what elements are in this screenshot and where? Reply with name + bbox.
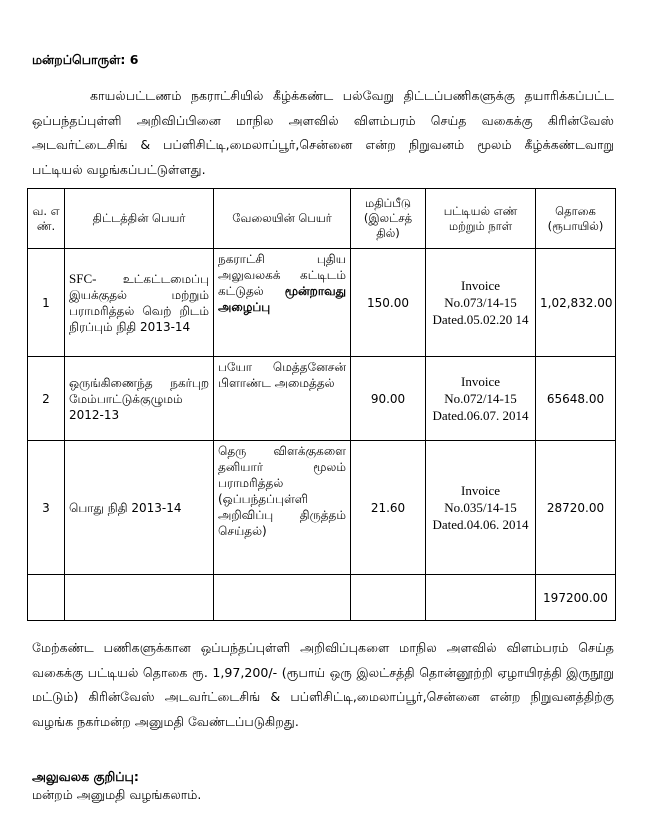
cell-invoice bbox=[426, 357, 536, 441]
agenda-item-heading: மன்றப்பொருள்: 6 bbox=[32, 52, 139, 67]
work-text: நகராட்சி புதிய அலுவலகக் கட்டிடம் கட்டுதல் bbox=[218, 252, 346, 298]
cell-estimate: 150.00 bbox=[351, 249, 426, 357]
cell-estimate: 21.60 bbox=[351, 441, 426, 575]
header-serial: வ. எ ண். bbox=[28, 189, 65, 249]
cell-estimate: 90.00 bbox=[351, 357, 426, 441]
empty-cell bbox=[426, 575, 536, 621]
header-invoice: பட்டியல் எண் மற்றும் நாள் bbox=[426, 189, 536, 249]
scheme-prefix: SFC- bbox=[69, 270, 97, 286]
empty-cell bbox=[351, 575, 426, 621]
cell-scheme: பொது நிதி 2013-14 bbox=[65, 441, 214, 575]
scheme-text: உட்கட்டமைப்பு இயக்குதல் மற்றும் பராமரித்தல் வெற் றிடம் நிரப்பும் நிதி 2013-14 bbox=[69, 271, 209, 334]
cell-amount: 1,02,832.00 bbox=[536, 249, 616, 357]
invoice-date: Dated.06.07. 2014 bbox=[432, 408, 529, 423]
empty-cell bbox=[28, 575, 65, 621]
closing-paragraph: மேற்கண்ட பணிகளுக்கான ஒப்பந்தப்புள்ளி அறிவிப்புகளை மாநில அளவில் விளம்பரம் செய்த வகைக்கு பட்டியல் தொகை ரூ. 1,97,200/- (ரூபாய் ஒரு இலட்சத்தி தொன்னூற்றி ஏழாயிரத்தி இருநூறு மட்டும்) கிரின்வேஸ் அடவர்ட்டைசிங் & பப்ளிசிட்டி,மைலாப்பூர்,சென்னை என்ற நிறுவனத்திற்கு வழங்க நகர்மன்ற அனுமதி வேண்டப்படுகிறது. bbox=[32, 640, 614, 729]
office-note-text: மன்றம் அனுமதி வழங்கலாம். bbox=[32, 787, 202, 802]
intro-paragraph: காயல்பட்டணம் நகராட்சியில் கீழ்க்கண்ட பல்வேறு திட்டப்பணிகளுக்கு தயாரிக்கப்பட்ட ஒப்பந்தப்புள்ளி அறிவிப்பினை மாநில அளவில் விளம்பரம் செய்த வகைக்கு கிரின்வேஸ் அடவர்ட்டைசிங் & பப்ளிசிட்டி,மைலாப்பூர்,சென்னை என்ற நிறுவனம் மூலம் கீழ்க்கண்டவாறு பட்டியல் வழங்கப்பட்டுள்ளது. bbox=[32, 88, 614, 177]
cell-amount: 65648.00 bbox=[536, 357, 616, 441]
invoice-date: Dated.05.02.20 14 bbox=[432, 312, 529, 327]
invoice-number: Invoice No.073/14-15 bbox=[444, 278, 517, 310]
invoice-number: Invoice No.072/14-15 bbox=[444, 374, 517, 406]
cell-work: பயோ மெத்தனேசன் பிளாண்ட அமைத்தல் bbox=[214, 357, 351, 441]
header-amount: தொகை (ரூபாயில்) bbox=[536, 189, 616, 249]
empty-cell bbox=[214, 575, 351, 621]
office-note-title: அலுவலக குறிப்பு: bbox=[32, 769, 139, 784]
invoice-date: Dated.04.06. 2014 bbox=[432, 517, 529, 532]
cell-work: தெரு விளக்குகளை தனியார் மூலம் பராமரித்தல் (ஒப்பந்தப்புள்ளி அறிவிப்பு திருத்தம் செய்தல்) bbox=[214, 441, 351, 575]
table-row bbox=[28, 357, 616, 441]
invoice-number: Invoice No.035/14-15 bbox=[444, 483, 517, 515]
table-row bbox=[28, 249, 616, 357]
header-work: வேலையின் பெயர் bbox=[214, 189, 351, 249]
cell-serial: 1 bbox=[28, 249, 65, 357]
cell-amount: 28720.00 bbox=[536, 441, 616, 575]
cell-scheme: ஒருங்கிணைந்த நகர்புற மேம்பாட்டுக்குழுமம் 2012-13 bbox=[65, 357, 214, 441]
table-row bbox=[28, 441, 616, 575]
cell-scheme bbox=[65, 249, 214, 357]
cell-invoice bbox=[426, 441, 536, 575]
empty-cell bbox=[65, 575, 214, 621]
header-estimate: மதிப்பீடு (இலட்சத் தில்) bbox=[351, 189, 426, 249]
cell-total-amount: 197200.00 bbox=[536, 575, 616, 621]
cell-invoice bbox=[426, 249, 536, 357]
cell-serial: 3 bbox=[28, 441, 65, 575]
cell-serial: 2 bbox=[28, 357, 65, 441]
table-header-row bbox=[28, 189, 616, 249]
invoice-table bbox=[27, 188, 616, 621]
cell-work bbox=[214, 249, 351, 357]
header-scheme: திட்டத்தின் பெயர் bbox=[65, 189, 214, 249]
work-bold-text: மூன்றாவது அழைப்பு bbox=[218, 284, 346, 314]
table-total-row bbox=[28, 575, 616, 621]
